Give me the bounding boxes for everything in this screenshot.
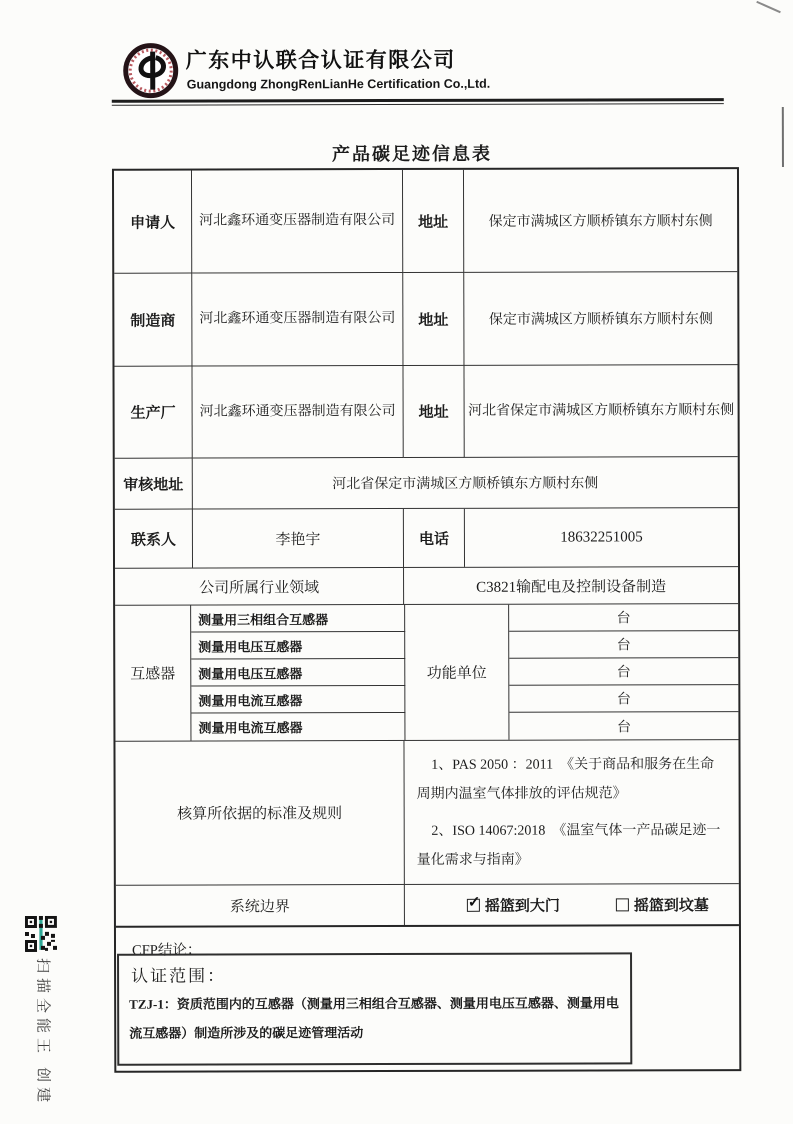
applicant-address-label: 地址 [403, 170, 464, 273]
manufacturer-address-label: 地址 [403, 273, 464, 366]
industry-row [115, 567, 738, 606]
product-unit: 台 [509, 685, 738, 713]
header-company-name-en: Guangdong ZhongRenLianHe Certification Co.,Ltd. [186, 76, 491, 92]
boundary-option-label: 摇篮到坟墓 [633, 897, 709, 914]
manufacturer-name: 河北鑫环通变压器制造有限公司 [192, 273, 403, 367]
header-company-name-cn: 广东中认联合认证有限公司 [185, 48, 456, 73]
certification-seal-icon [123, 43, 179, 99]
standards-content [404, 740, 738, 884]
standard-item: 1、PAS 2050 ：2011 《关于商品和服务在生命周期内温室气体排放的评估规范》 [416, 757, 715, 802]
phone-label: 电话 [404, 509, 465, 567]
boundary-label: 系统边界 [116, 885, 405, 926]
product-unit: 台 [509, 604, 738, 632]
factory-address-label: 地址 [403, 366, 464, 458]
boundary-option-cradle-to-grave [616, 894, 709, 915]
checked-checkbox-icon [467, 898, 480, 911]
manufacturer-label: 制造商 [114, 274, 192, 367]
manufacturer-address: 保定市满城区方顺桥镇东方顺村东侧 [464, 272, 737, 366]
product-name: 测量用电压互感器 [191, 659, 405, 687]
table-top-rows [114, 169, 738, 569]
product-name: 测量用电流互感器 [191, 713, 405, 741]
industry-value: C3821输配电及控制设备制造 [476, 578, 667, 596]
industry-label: 公司所属行业领域 [115, 568, 404, 605]
scanner-watermark-text: 扫描全能王 创建 [34, 957, 52, 1108]
product-name: 测量用电流互感器 [191, 686, 405, 714]
boundary-option-cradle-to-gate [467, 894, 560, 915]
audit-address-label: 审核地址 [115, 459, 193, 510]
audit-address-value: 河北省保定市满城区方顺桥镇东方顺村东侧 [193, 457, 738, 509]
products-block [115, 604, 738, 742]
product-name: 测量用三相组合互感器 [191, 605, 405, 633]
contact-label: 联系人 [115, 510, 193, 568]
boundary-options [405, 884, 739, 925]
scan-artifact-right-edge [782, 107, 784, 167]
contact-name: 李艳宇 [193, 509, 404, 568]
scan-artifact-top-right [756, 1, 781, 13]
product-unit: 台 [509, 658, 738, 686]
header-rule-thin [112, 103, 724, 106]
qr-code-icon [25, 916, 57, 952]
factory-label: 生产厂 [114, 367, 192, 459]
header-rule-thick [112, 98, 724, 103]
cfp-row [116, 926, 739, 1071]
product-name: 测量用电压互感器 [191, 632, 405, 660]
cfp-conclusion-label: CFP结论： [131, 942, 202, 959]
standards-row [115, 740, 738, 886]
certification-scope-box [117, 952, 632, 1065]
applicant-address: 保定市满城区方顺桥镇东方顺村东侧 [464, 169, 737, 273]
scope-text: TZJ-1：资质范围内的互感器（测量用三相组合互感器、测量用电压互感器、测量用电流互感器）制造所涉及的碳足迹管理活动 [129, 995, 619, 1041]
product-unit: 台 [509, 631, 738, 659]
unchecked-checkbox-icon [616, 898, 629, 911]
functional-unit-label: 功能单位 [405, 605, 509, 740]
carbon-footprint-info-table [112, 167, 741, 1073]
standards-label: 核算所依据的标准及规则 [115, 741, 404, 885]
product-category: 互感器 [115, 606, 191, 741]
boundary-row [116, 884, 739, 928]
scope-title: 认证范围： [131, 966, 227, 986]
phone-value: 18632251005 [560, 528, 643, 546]
boundary-option-label: 摇篮到大门 [484, 898, 560, 915]
page-title: 产品碳足迹信息表 [331, 143, 492, 165]
applicant-label: 申请人 [114, 171, 192, 274]
standard-item: 2、ISO 14067:2018 《温室气体一产品碳足迹一量化需求与指南》 [416, 823, 721, 868]
applicant-name: 河北鑫环通变压器制造有限公司 [192, 170, 403, 274]
product-unit: 台 [616, 719, 631, 735]
factory-name: 河北鑫环通变压器制造有限公司 [192, 366, 403, 459]
factory-address: 河北省保定市满城区方顺桥镇东方顺村东侧 [464, 365, 737, 458]
